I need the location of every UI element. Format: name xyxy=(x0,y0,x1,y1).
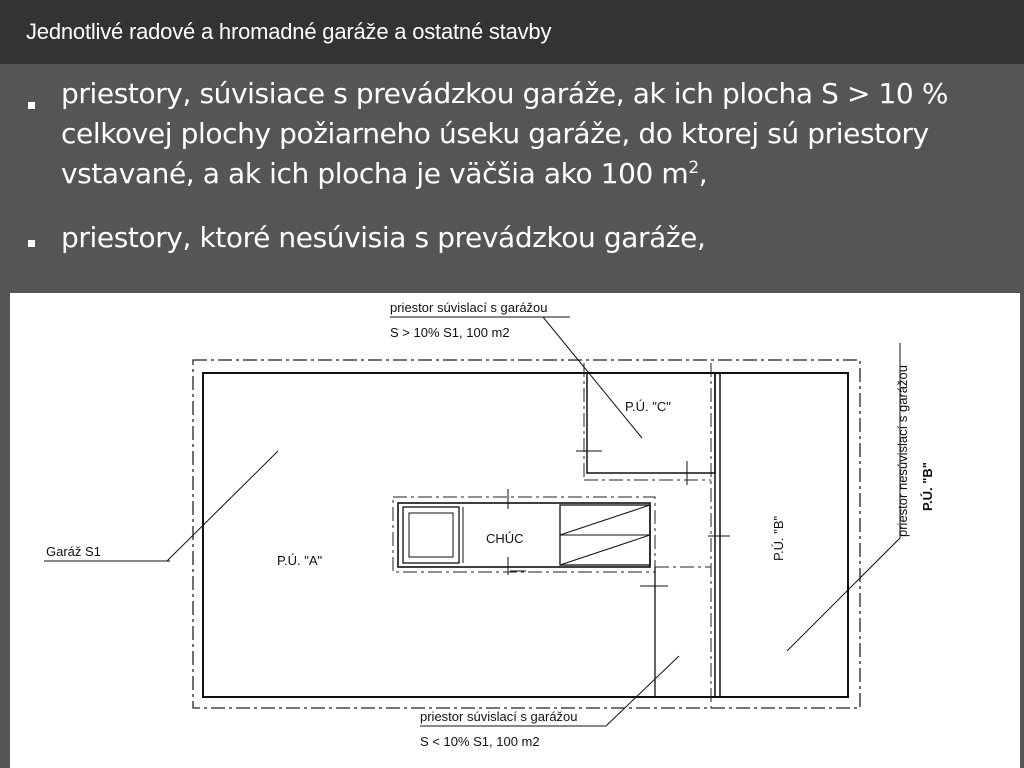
bullet-text: priestory, ktoré nesúvisia s prevádzkou garáže, xyxy=(61,221,706,254)
zone-c-label: P.Ú. "C" xyxy=(625,399,671,414)
floor-plan-drawing xyxy=(10,293,1020,768)
bullet-text-superscript: 2 xyxy=(688,158,699,178)
slide-title: Jednotlivé radové a hromadné garáže a ostatné stavby xyxy=(26,19,552,44)
fire-section-boundary xyxy=(193,360,860,708)
leader-line xyxy=(606,656,679,726)
callout-bottom-line2: S < 10% S1, 100 m2 xyxy=(420,734,540,749)
elevator-shaft-inner xyxy=(409,513,453,557)
leader-line xyxy=(787,538,900,651)
callout-right-line1: priestor nesúvislací s garážou xyxy=(895,365,910,537)
bullet-text xyxy=(61,74,1006,194)
bullet-list xyxy=(0,64,1024,290)
room-c-outline xyxy=(587,373,715,473)
title-bar xyxy=(0,0,1024,65)
stairs-diagonal xyxy=(560,505,650,535)
callout-top-line2: S > 10% S1, 100 m2 xyxy=(390,325,510,340)
garage-outline xyxy=(203,373,848,697)
bullet-square-icon xyxy=(28,102,35,109)
callout-top-line1: priestor súvislací s garážou xyxy=(390,300,548,315)
leader-line xyxy=(167,451,278,561)
leader-line xyxy=(543,317,642,438)
floor-plan-svg xyxy=(10,293,1020,768)
garage-label: Garáž S1 xyxy=(46,544,101,559)
stairs-diagonal xyxy=(560,535,650,565)
callout-right-line2: P.Ú. "B" xyxy=(920,462,935,511)
zone-a-label: P.Ú. "A" xyxy=(277,553,323,568)
bullet-text-tail: , xyxy=(698,157,708,190)
bullet-square-icon xyxy=(28,240,35,247)
elevator-shaft-inner xyxy=(403,507,459,563)
elevator-shaft xyxy=(403,507,459,563)
callout-bottom-line1: priestor súvislací s garážou xyxy=(420,709,578,724)
bullet-text-main: priestory, súvisiace s prevádzkou garáže, ak ich plocha S > 10 % celkovej plochy požiarneho úseku garáže, do ktorej sú priestory vstavané, a ak ich plocha je väčšia ako 100 m xyxy=(61,77,949,190)
chuc-label: CHÚC xyxy=(486,531,524,546)
zone-b-label: P.Ú. "B" xyxy=(771,515,786,561)
